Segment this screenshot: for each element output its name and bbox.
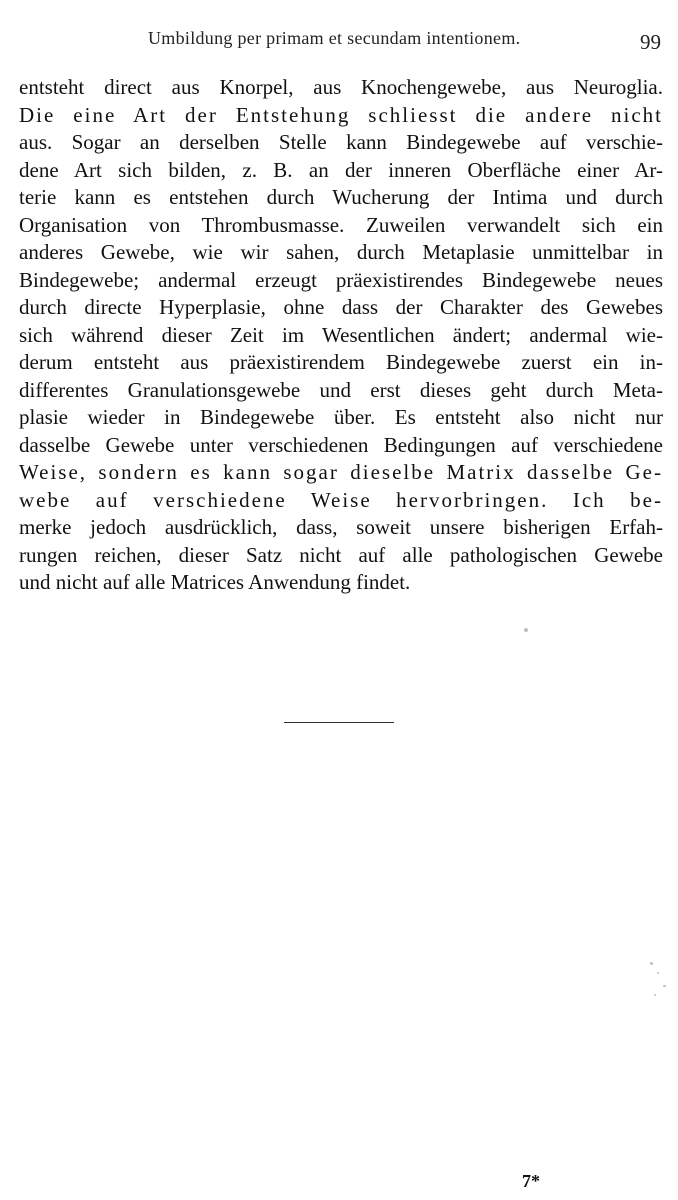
running-head: Umbildung per primam et secundam intentionem. — [148, 28, 521, 48]
paper-speck — [657, 972, 659, 974]
text-line: dasselbe Gewebe unter verschiedenen Bedingungen auf verschiedene — [19, 432, 663, 457]
paper-speck — [663, 985, 666, 987]
paper-speck — [654, 994, 656, 996]
text-line: entsteht direct aus Knorpel, aus Knochengewebe, aus Neuroglia. — [19, 75, 663, 99]
text-line: sich während dieser Zeit im Wesentlichen ändert; andermal wie- — [19, 322, 663, 347]
text-line: Organisation von Thrombusmasse. Zuweilen verwandelt sich ein — [19, 212, 663, 237]
text-line: merke jedoch ausdrücklich, dass, soweit unsere bisherigen Erfah- — [19, 515, 663, 539]
paper-speck — [524, 628, 528, 632]
text-line: anderes Gewebe, wie wir sahen, durch Metaplasie unmittelbar in — [19, 240, 663, 264]
signature-mark: 7* — [522, 1171, 540, 1191]
text-line: terie kann es entstehen durch Wucherung der Intima und durch — [19, 185, 663, 209]
text-line: aus. Sogar an derselben Stelle kann Bindegewebe auf verschie- — [19, 130, 663, 154]
paper-speck — [650, 962, 653, 965]
text-line: Bindegewebe; andermal erzeugt präexistirendes Bindegewebe neues — [19, 267, 663, 292]
text-line: Weise, sondern es kann sogar dieselbe Matrix dasselbe Ge- — [19, 460, 663, 484]
text-line: durch directe Hyperplasie, ohne dass der Charakter des Gewebes — [19, 295, 663, 319]
text-line: plasie wieder in Bindegewebe über. Es entsteht also nicht nur — [19, 405, 663, 429]
page-number: 99 — [640, 30, 661, 54]
section-divider-rule — [284, 722, 394, 723]
text-line: rungen reichen, dieser Satz nicht auf alle pathologischen Gewebe — [19, 542, 663, 567]
body-paragraph — [19, 74, 663, 597]
text-line: Die eine Art der Entstehung schliesst die andere nicht — [19, 102, 663, 127]
text-line: dene Art sich bilden, z. B. an der inneren Oberfläche einer Ar- — [19, 157, 663, 182]
text-line: derum entsteht aus präexistirendem Bindegewebe zuerst ein in- — [19, 350, 663, 374]
text-line: differentes Granulationsgewebe und erst dieses geht durch Meta- — [19, 377, 663, 402]
text-line: webe auf verschiedene Weise hervorbringen. Ich be- — [19, 487, 663, 512]
text-line: und nicht auf alle Matrices Anwendung findet. — [19, 570, 411, 594]
